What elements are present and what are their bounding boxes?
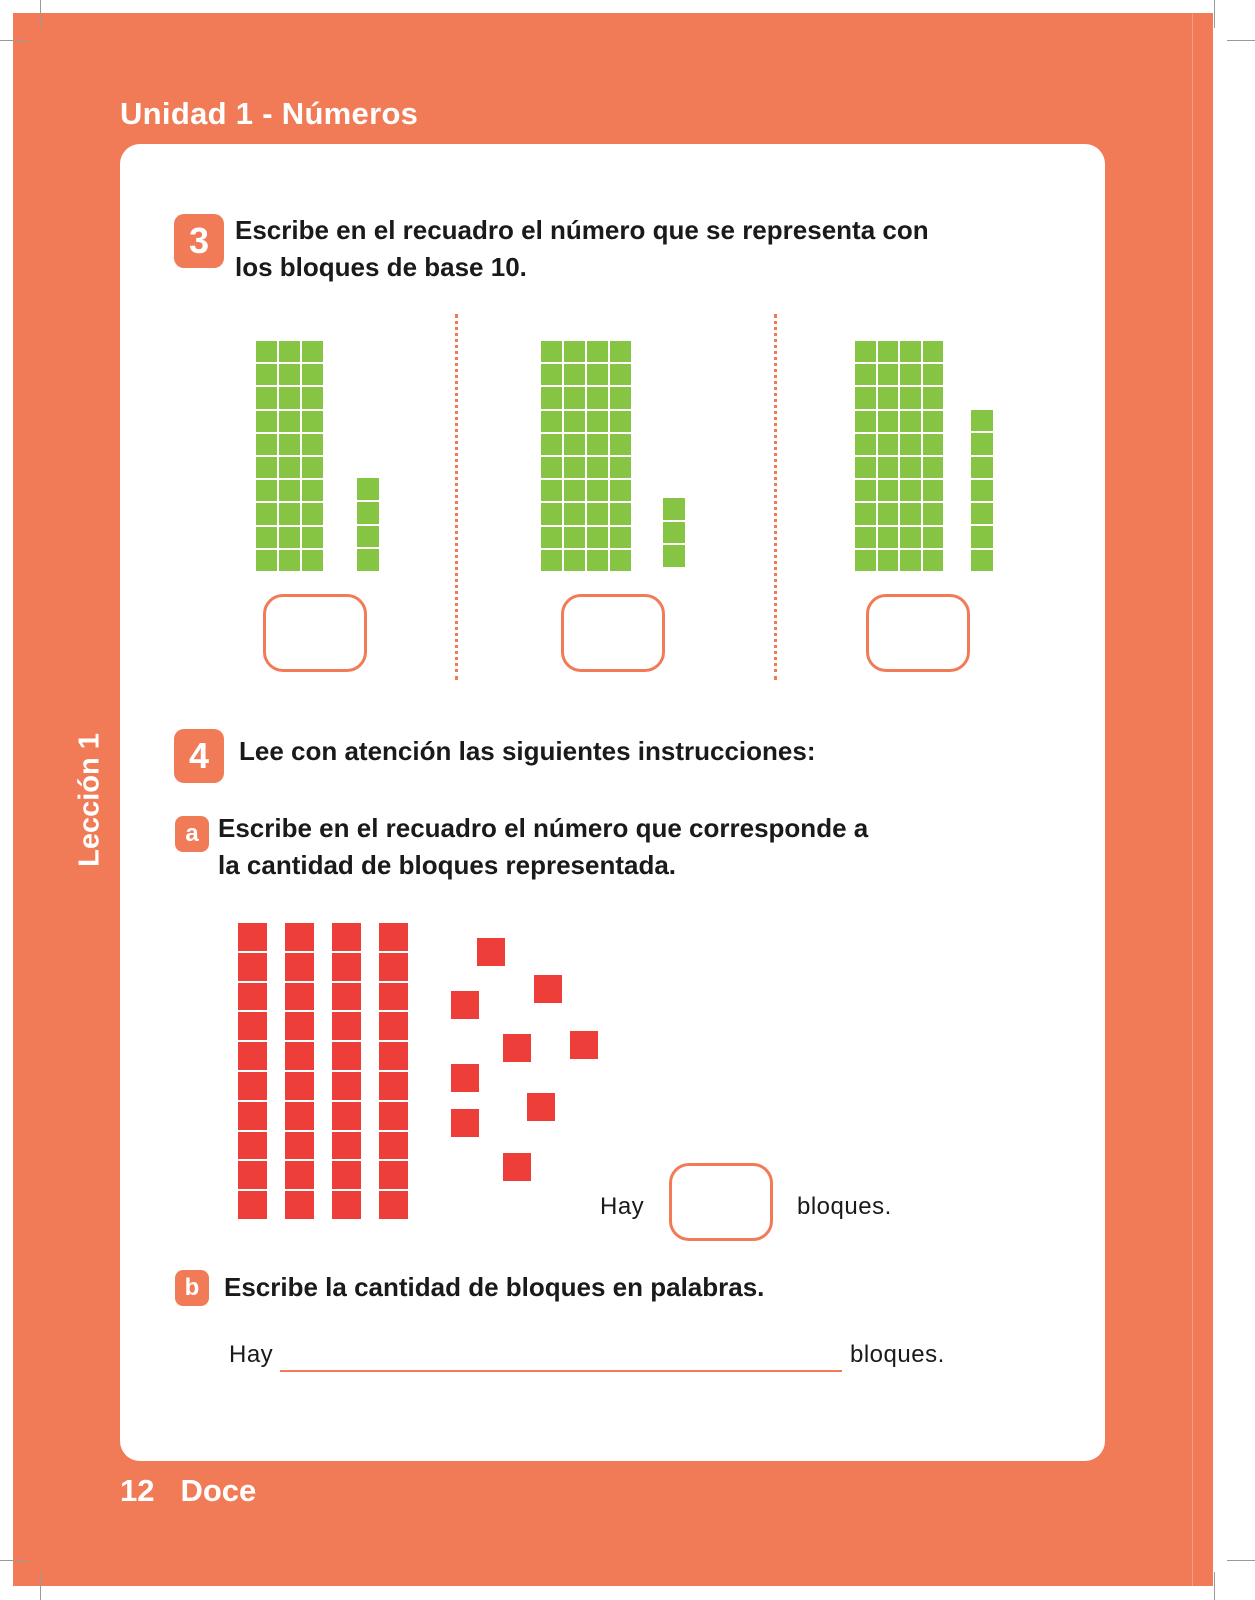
green-unit-cell [357,549,379,571]
red-rod-segment [332,923,361,951]
bloques-label: bloques. [850,1341,945,1368]
green-block-cell [587,387,608,408]
green-block-cell [279,411,300,432]
green-block-cell [900,434,921,455]
green-block-cell [302,480,323,501]
green-block-cell [279,457,300,478]
red-rod-segment [379,1191,408,1219]
crop-mark [0,40,28,41]
crop-mark [1227,1560,1255,1561]
page-number-word: Doce [180,1473,257,1508]
green-unit-cell [663,522,685,544]
green-block-cell [302,503,323,524]
green-block-cell [256,364,277,385]
green-block-cell [923,434,944,455]
red-rod-segment [285,983,314,1011]
green-block-cell [855,411,876,432]
green-block-cell [587,434,608,455]
green-unit-cell [971,526,993,547]
red-unit-block [503,1153,531,1181]
green-block-cell [900,364,921,385]
subquestion-a-badge: a [175,816,209,852]
green-unit-cell [971,433,993,454]
green-block-grid [855,341,943,571]
green-block-cell [302,387,323,408]
lesson-label: Lección 1 [73,733,106,867]
green-block-cell [610,550,631,571]
green-block-cell [855,480,876,501]
red-unit-block [451,991,479,1019]
red-unit-block [503,1034,531,1062]
green-block-grid [541,341,631,571]
red-unit-block [451,1064,479,1092]
red-unit-block [570,1031,598,1059]
hay-label: Hay [229,1341,274,1368]
green-block-cell [878,387,899,408]
answer-box-2[interactable] [561,594,665,672]
red-rod-segment [238,983,267,1011]
green-block-cell [564,434,585,455]
answer-box-count[interactable] [669,1163,773,1241]
green-block-cell [256,341,277,362]
subquestion-a-text-line: la cantidad de bloques representada. [218,850,677,880]
green-block-cell [923,503,944,524]
red-ten-rod [332,923,361,1219]
green-unit-cell [357,502,379,524]
green-block-cell [302,550,323,571]
green-block-cell [256,457,277,478]
red-rod-segment [332,983,361,1011]
red-unit-block [451,1109,479,1137]
green-block-cell [279,387,300,408]
green-block-cell [878,527,899,548]
green-block-cell [923,364,944,385]
page-footer [120,1473,256,1509]
green-block-cell [564,387,585,408]
question-4-text: Lee con atención las siguientes instrucciones: [239,736,816,766]
green-block-cell [855,364,876,385]
green-block-cell [256,411,277,432]
bloques-label: bloques. [797,1193,892,1220]
red-rod-segment [238,953,267,981]
green-block-cell [610,411,631,432]
green-block-cell [279,503,300,524]
red-rod-segment [285,953,314,981]
green-block-cell [564,480,585,501]
green-block-grid [256,341,323,571]
green-unit-cell [663,498,685,520]
green-unit-column [357,478,379,571]
green-block-cell [279,480,300,501]
green-block-cell [900,550,921,571]
page-number: 12 [120,1473,155,1508]
red-rod-segment [379,953,408,981]
red-rod-segment [238,1161,267,1189]
green-block-cell [610,341,631,362]
green-block-cell [900,457,921,478]
green-block-cell [587,503,608,524]
green-unit-cell [357,526,379,548]
green-block-cell [900,411,921,432]
red-rod-segment [379,1102,408,1130]
green-unit-cell [357,478,379,500]
red-rod-segment [332,1161,361,1189]
red-rod-segment [238,1072,267,1100]
red-unit-block [477,938,505,966]
green-block-cell [923,527,944,548]
green-block-cell [587,480,608,501]
crop-mark [40,1572,41,1600]
green-block-cell [878,411,899,432]
green-block-cell [256,527,277,548]
green-block-cell [587,411,608,432]
green-block-cell [878,457,899,478]
green-block-cell [878,480,899,501]
green-block-cell [610,457,631,478]
green-block-cell [855,434,876,455]
green-block-cell [855,387,876,408]
green-block-cell [923,411,944,432]
green-block-cell [302,457,323,478]
green-block-cell [541,480,562,501]
green-block-cell [900,387,921,408]
red-rod-segment [238,1191,267,1219]
green-block-cell [564,503,585,524]
green-block-cell [610,434,631,455]
green-unit-column [971,410,993,571]
green-block-cell [900,480,921,501]
green-block-cell [279,341,300,362]
green-unit-cell [971,480,993,501]
red-rod-segment [238,923,267,951]
green-block-cell [923,387,944,408]
green-block-cell [900,503,921,524]
green-block-cell [878,503,899,524]
green-block-cell [541,527,562,548]
question-3-text-line: Escribe en el recuadro el número que se representa con [235,215,929,245]
green-block-cell [279,550,300,571]
red-rod-segment [285,1161,314,1189]
green-block-cell [541,364,562,385]
red-rod-segment [332,1042,361,1070]
green-block-cell [610,480,631,501]
question-4-badge: 4 [174,729,224,783]
red-unit-block [527,1093,555,1121]
red-rod-segment [332,1191,361,1219]
answer-writing-line[interactable] [280,1370,842,1372]
red-rod-segment [238,1042,267,1070]
green-block-cell [587,364,608,385]
red-rod-segment [238,1102,267,1130]
question-3-text-line: los bloques de base 10. [235,252,527,282]
red-rod-segment [379,1132,408,1160]
green-block-cell [279,364,300,385]
red-rod-segment [285,923,314,951]
red-rod-segment [332,1072,361,1100]
green-block-cell [923,341,944,362]
red-rod-segment [332,953,361,981]
red-rod-segment [379,1072,408,1100]
green-block-cell [256,434,277,455]
dotted-divider [455,314,458,680]
green-block-cell [855,341,876,362]
green-block-cell [855,527,876,548]
crop-mark [40,0,41,28]
green-block-cell [587,527,608,548]
red-rod-segment [379,923,408,951]
answer-box-3[interactable] [866,594,970,672]
crop-mark [1214,1572,1215,1600]
green-block-cell [900,527,921,548]
green-block-cell [610,503,631,524]
green-block-cell [302,434,323,455]
green-block-cell [900,341,921,362]
dotted-divider [774,314,777,680]
green-block-cell [878,364,899,385]
green-block-cell [878,434,899,455]
green-block-cell [855,550,876,571]
green-block-cell [855,503,876,524]
green-block-cell [541,457,562,478]
green-block-cell [855,457,876,478]
crop-mark [1214,0,1215,28]
red-ten-rod [379,923,408,1219]
green-block-cell [564,457,585,478]
red-rod-segment [285,1072,314,1100]
green-block-cell [923,550,944,571]
red-rod-segment [285,1042,314,1070]
green-block-cell [541,411,562,432]
page-edge-line [1192,13,1193,1586]
green-block-cell [564,527,585,548]
red-rod-segment [238,1012,267,1040]
red-rod-segment [379,1012,408,1040]
green-block-cell [564,341,585,362]
green-block-cell [256,503,277,524]
hay-label: Hay [600,1193,645,1220]
subquestion-a-text [218,810,868,884]
red-ten-rod [238,923,267,1219]
red-rod-segment [332,1132,361,1160]
green-block-cell [878,341,899,362]
green-block-cell [256,387,277,408]
question-3-text [235,212,929,286]
subquestion-a-text-line: Escribe en el recuadro el número que corresponde a [218,813,869,843]
green-unit-cell [971,503,993,524]
green-block-cell [279,527,300,548]
green-block-cell [610,527,631,548]
red-rod-segment [332,1012,361,1040]
green-block-cell [923,480,944,501]
green-block-cell [587,550,608,571]
red-rod-segment [379,1042,408,1070]
green-block-cell [587,341,608,362]
green-block-cell [541,503,562,524]
green-block-cell [302,341,323,362]
green-block-cell [302,527,323,548]
red-rod-segment [379,1161,408,1189]
green-block-cell [564,550,585,571]
red-rod-segment [238,1132,267,1160]
green-unit-cell [971,550,993,571]
red-rod-segment [285,1132,314,1160]
subquestion-b-text: Escribe la cantidad de bloques en palabras. [224,1272,765,1302]
crop-mark [0,1560,28,1561]
crop-mark [1227,40,1255,41]
green-block-cell [564,364,585,385]
green-block-cell [541,341,562,362]
green-block-cell [279,434,300,455]
green-block-cell [610,387,631,408]
red-rod-segment [285,1191,314,1219]
green-block-cell [610,364,631,385]
green-unit-cell [971,457,993,478]
green-block-cell [256,480,277,501]
unit-title: Unidad 1 - Números [120,96,419,131]
green-block-cell [302,364,323,385]
green-block-cell [256,550,277,571]
red-rod-segment [285,1102,314,1130]
green-unit-cell [971,410,993,431]
red-ten-rod [285,923,314,1219]
red-unit-block [534,975,562,1003]
green-block-cell [564,411,585,432]
answer-box-1[interactable] [263,594,367,672]
red-rod-segment [285,1012,314,1040]
green-block-cell [541,434,562,455]
green-block-cell [878,550,899,571]
question-3-badge: 3 [174,214,224,268]
green-block-cell [302,411,323,432]
red-rod-segment [379,983,408,1011]
green-block-cell [587,457,608,478]
green-block-cell [923,457,944,478]
subquestion-b-badge: b [175,1270,209,1306]
green-unit-cell [663,545,685,567]
green-block-cell [541,550,562,571]
red-rod-segment [332,1102,361,1130]
green-unit-column [663,498,685,567]
green-block-cell [541,387,562,408]
